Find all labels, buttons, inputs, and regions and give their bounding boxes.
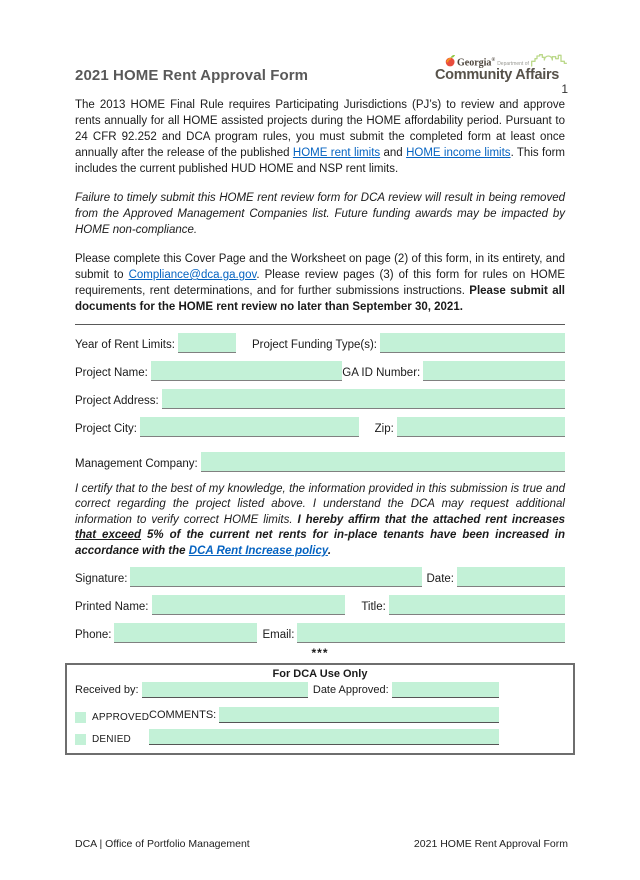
signature-input[interactable] [130,567,421,587]
document-header [75,52,565,84]
row-year-funding [75,333,565,353]
project-funding-types-input[interactable] [380,333,565,353]
home-income-limits-link[interactable]: HOME income limits [406,146,511,159]
instructions-paragraph [75,251,565,315]
skyline-icon [531,52,567,68]
project-city-label: Project City: [75,422,137,435]
denied-label: DENIED [92,734,131,746]
row-address [75,389,565,409]
logo-top-line [445,52,565,68]
date-input[interactable] [457,567,565,587]
approved-option [75,712,149,723]
zip-label: Zip: [374,422,394,435]
row-signature-date [75,567,565,587]
ga-id-number-label: GA ID Number: [342,366,421,379]
certification-affirm-text: I hereby affirm that the attached rent increases [297,513,565,526]
date-approved-label: Date Approved: [312,684,389,697]
paragraph-text: Please complete this Cover Page and the Worksheet on page (2) of this form, in its entirety, and submit to [75,252,565,281]
title-input[interactable] [389,595,565,615]
footer-left-text: DCA | Office of Portfolio Management [75,838,250,850]
dca-logo [435,52,565,84]
dca-rent-increase-policy-link[interactable]: DCA Rent Increase policy [188,544,328,557]
comments-input-line2[interactable] [149,729,499,745]
logo-community-affairs-text: Community Affairs [435,67,560,83]
comments-input-line1[interactable] [219,707,499,723]
project-funding-types-label: Project Funding Type(s): [251,338,378,351]
page-number: 1 [561,82,568,96]
page-footer [75,838,568,850]
approved-label: APPROVED [92,712,150,724]
printed-name-label: Printed Name: [75,601,149,614]
row-phone-email [75,623,565,643]
paragraph-text: and [380,146,407,159]
warning-paragraph: Failure to timely submit this HOME rent review form for DCA review will result in being removed from the Approved Management Companies list. Future funding awards may be impacted by HOME non-compliance. [75,191,565,236]
management-company-label: Management Company: [75,457,198,470]
page-title: 2021 HOME Rent Approval Form [75,66,309,84]
project-city-input[interactable] [140,417,359,437]
project-address-input[interactable] [162,389,565,409]
logo-georgia-text: Georgia® [457,57,496,68]
project-name-input[interactable] [151,361,342,381]
paragraph-text: The 2013 HOME Final Rule requires Participating Jurisdictions (PJ’s) to review and approve rents annually for all HOME assisted projects during the HOME affordability period. Pursuant to 24 CFR 92.252 and DCA program rules, you must submit the completed form at least once annually after the release of the published [75,98,565,159]
denied-checkbox[interactable] [75,734,86,745]
row-printedname-title [75,595,565,615]
compliance-email-link[interactable]: Compliance@dca.ga.gov [128,268,257,281]
management-company-input[interactable] [201,452,565,472]
year-of-rent-limits-label: Year of Rent Limits: [75,338,175,351]
intro-paragraph-1 [75,97,565,177]
phone-label: Phone: [75,629,112,642]
section-divider [75,324,565,325]
email-input[interactable] [297,623,565,643]
date-approved-input[interactable] [392,682,499,698]
phone-input[interactable] [114,623,257,643]
logo-department-of-text: Department of [497,61,529,67]
received-by-input[interactable] [142,682,308,698]
row-approved-comments [75,707,565,723]
footer-right-text: 2021 HOME Rent Approval Form [413,838,568,850]
row-management-company [75,452,565,472]
email-label: Email: [262,629,295,642]
dca-use-only-box [65,663,575,755]
year-of-rent-limits-input[interactable] [178,333,236,353]
row-denied-comments [75,729,565,745]
paragraph-text: . Please review pages (3) of this form for rules on HOME requirements, rent determinations, and for further submissions instructions. [75,268,565,297]
approved-checkbox[interactable] [75,712,86,723]
home-rent-limits-link[interactable]: HOME rent limits [292,146,381,159]
paragraph-text: . This form includes the current published HUD HOME and NSP rent limits. [75,146,566,175]
georgia-peach-icon [445,54,456,67]
project-name-label: Project Name: [75,366,148,379]
row-name-gaid [75,361,565,381]
ga-id-number-input[interactable] [423,361,565,381]
title-label: Title: [361,601,386,614]
row-received-dateapproved [75,682,565,698]
zip-input[interactable] [397,417,565,437]
certification-text: I certify that to the best of my knowledge, the information provided in this submission is true and correct regarding the project listed above. I understand the DCA may request additional information to verify correct HOME limits. [75,482,565,526]
certification-period: . [327,544,332,557]
certification-affirm-text: 5% of the current net rents for in-place tenants have been increased in accordance with the [75,529,566,557]
denied-option [75,734,149,745]
comments-label: COMMENTS: [149,709,217,722]
date-label: Date: [426,573,454,586]
registered-mark: ® [491,57,496,63]
project-address-label: Project Address: [75,394,159,407]
row-city-zip [75,417,565,437]
printed-name-input[interactable] [152,595,346,615]
deadline-text: Please submit all documents for the HOME rent review no later than September 30, 2021. [75,284,565,313]
document-content [0,52,640,755]
signature-label: Signature: [75,573,128,586]
received-by-label: Received by: [75,684,139,697]
certification-paragraph [75,482,565,560]
section-separator-asterisks: *** [311,646,329,661]
certification-underline-text: that exceed [75,529,142,542]
dca-box-title: For DCA Use Only [272,668,368,681]
